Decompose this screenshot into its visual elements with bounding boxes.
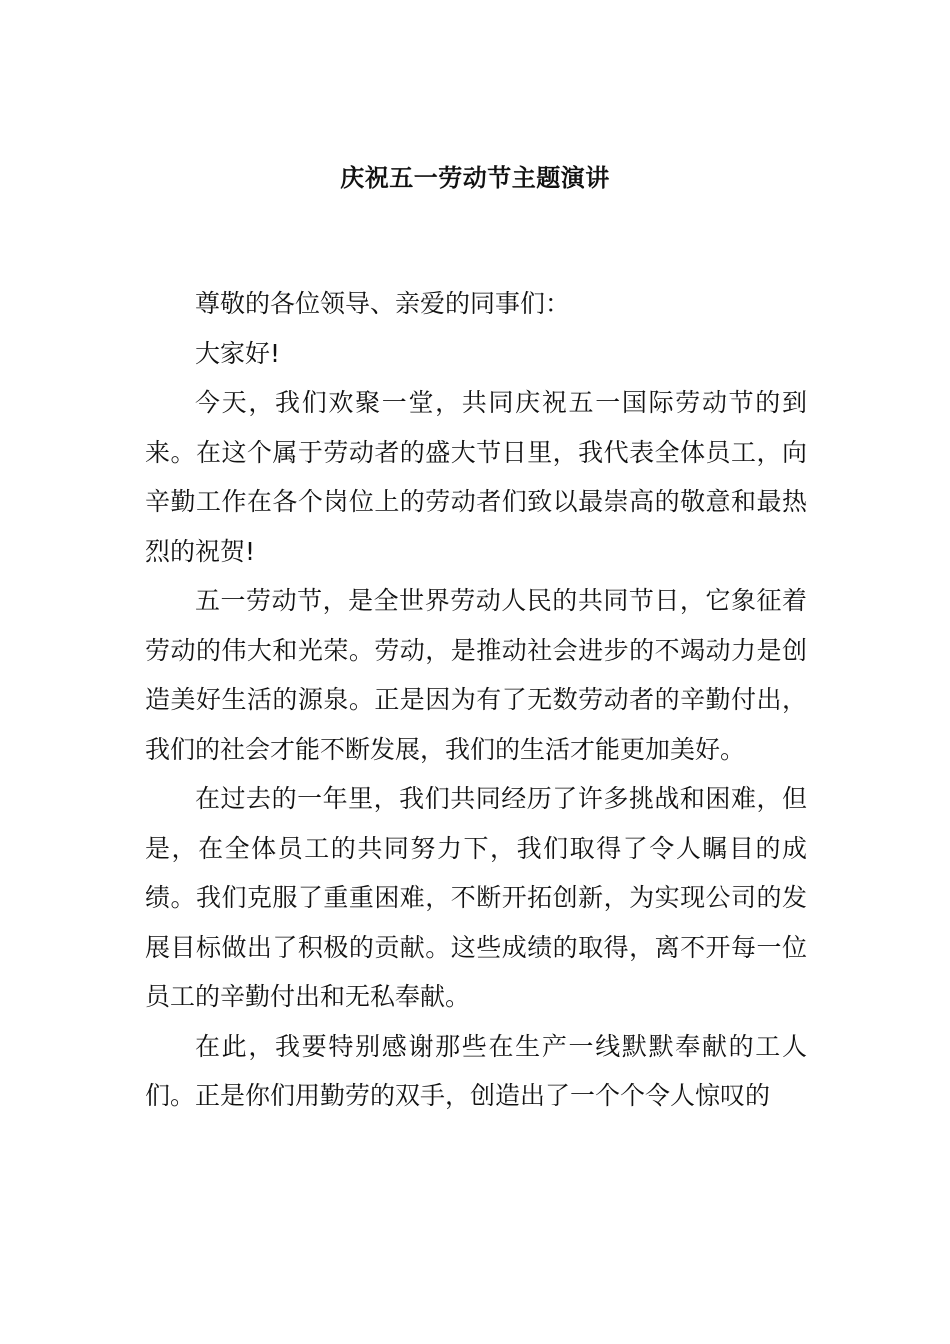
body-paragraph: 五一劳动节，是全世界劳动人民的共同节日，它象征着劳动的伟大和光荣。劳动，是推动社会进步的不竭动力是创造美好生活的源泉。正是因为有了无数劳动者的辛勤付出，我们的社会才能不断发展，我们的生活才能更加美好。: [145, 586, 807, 764]
salutation-paragraph: 尊敬的各位领导、亲爱的同事们：: [195, 289, 571, 318]
body-paragraph: 在过去的一年里，我们共同经历了许多挑战和困难，但是，在全体员工的共同努力下，我们取得了令人瞩目的成绩。我们克服了重重困难，不断开拓创新，为实现公司的发展目标做出了积极的贡献。这些成绩的取得，离不开每一位员工的辛勤付出和无私奉献。: [145, 784, 807, 1011]
body-paragraph: 在此，我要特别感谢那些在生产一线默默奉献的工人们。正是你们用勤劳的双手，创造出了一个个令人惊叹的: [145, 1031, 807, 1110]
greeting-paragraph: 大家好!: [195, 338, 281, 368]
document-body: [145, 279, 807, 1121]
document-title: 庆祝五一劳动节主题演讲: [340, 164, 610, 192]
body-paragraph: 今天，我们欢聚一堂，共同庆祝五一国际劳动节的到来。在这个属于劳动者的盛大节日里，我代表全体员工，向辛勤工作在各个岗位上的劳动者们致以最崇高的敬意和最热烈的祝贺!: [145, 388, 807, 566]
